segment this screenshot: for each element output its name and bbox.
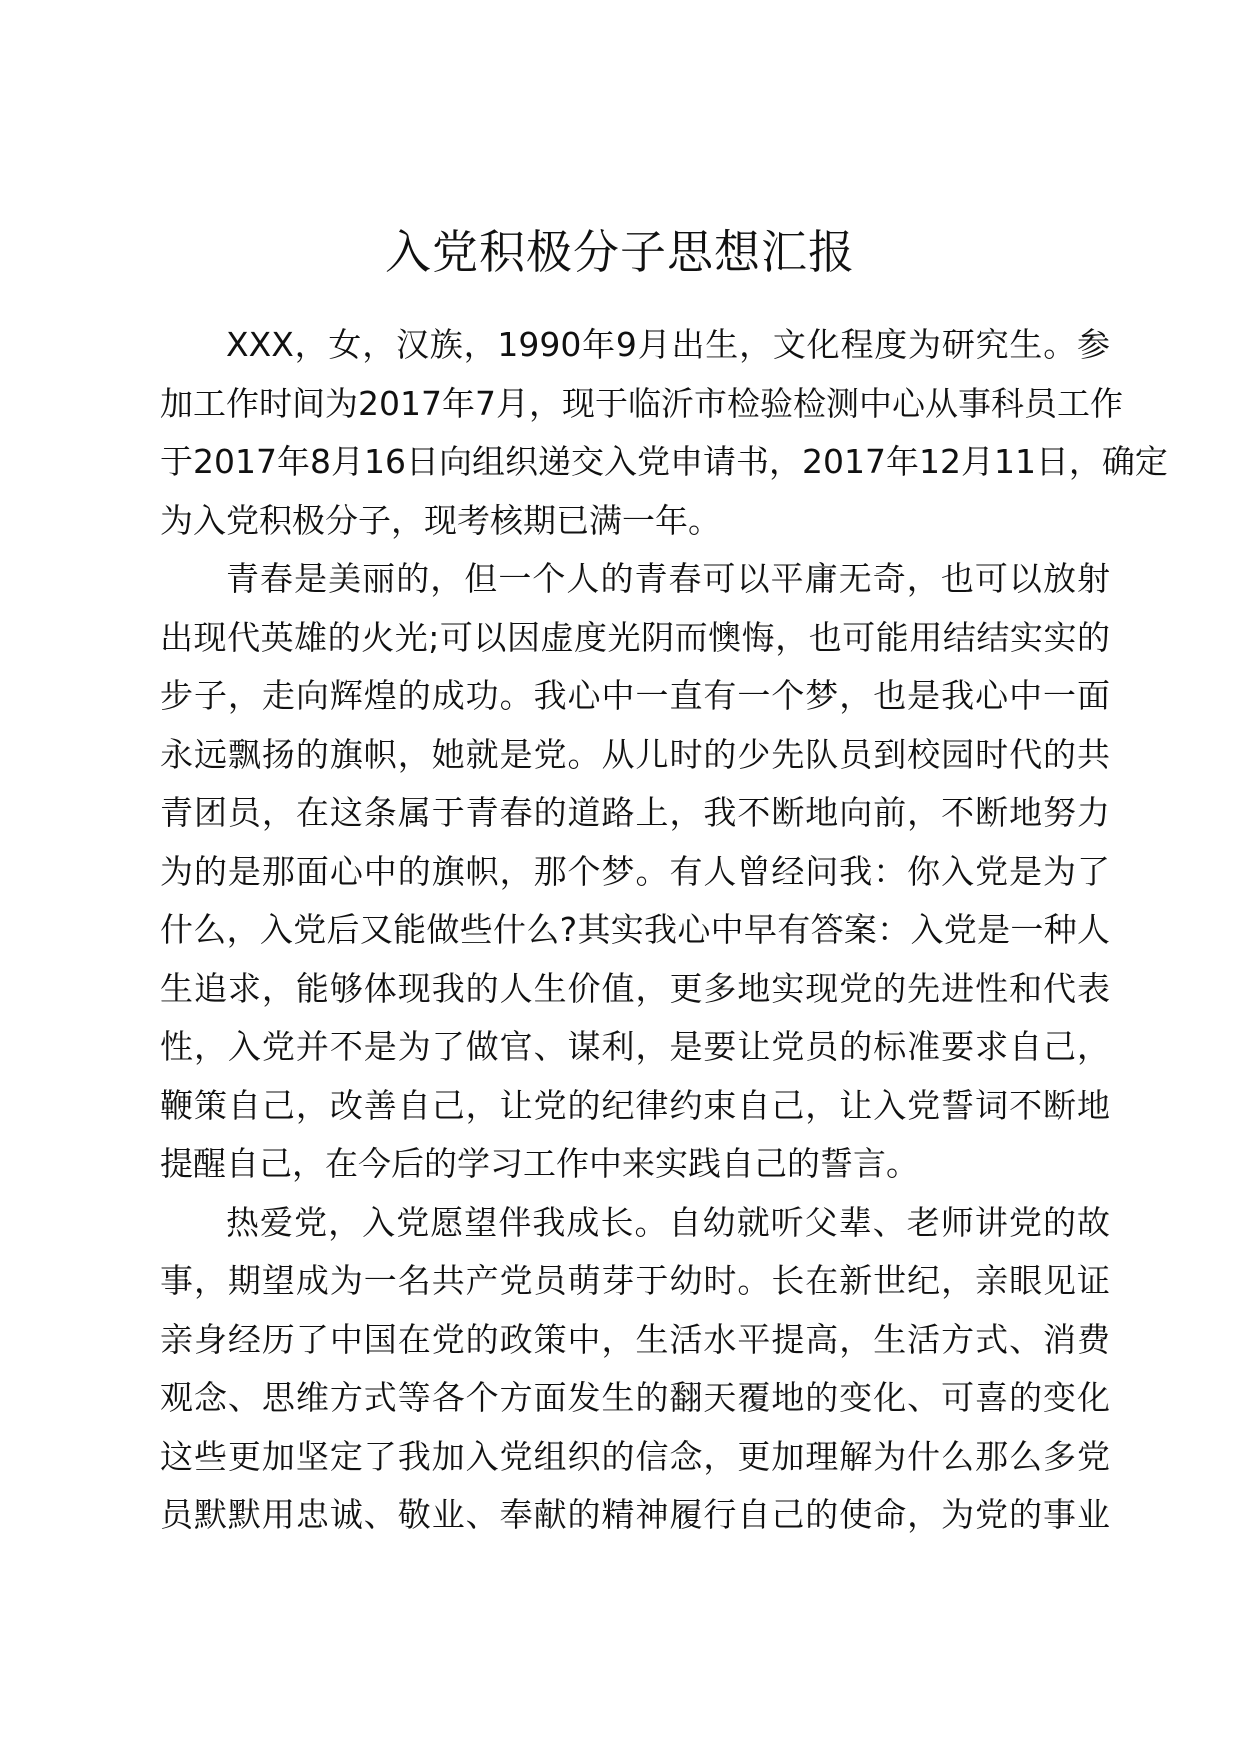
paragraph-3-line-3: 亲身经历了中国在党的政策中，生活水平提高，生活方式、消费: [160, 1319, 1110, 1359]
paragraph-2-line-5: 青团员，在这条属于青春的道路上，我不断地向前，不断地努力: [160, 793, 1110, 832]
paragraph-2-line-10: 鞭策自己，改善自己，让党的纪律约束自己，让入党誓词不断地: [160, 1085, 1110, 1125]
paragraph-2-line-3: 步子，走向辉煌的成功。我心中一直有一个梦，也是我心中一面: [160, 676, 1110, 715]
paragraph-2-line-1: 青春是美丽的，但一个人的青春可以平庸无奇，也可以放射: [226, 559, 1110, 598]
paragraph-2-line-9: 性，入党并不是为了做官、谋利，是要让党员的标准要求自己，: [160, 1027, 1110, 1066]
paragraph-3-line-1: 热爱党，入党愿望伴我成长。自幼就听父辈、老师讲党的故: [226, 1202, 1110, 1242]
paragraph-3-line-6: 员默默用忠诚、敬业、奉献的精神履行自己的使命，为党的事业: [160, 1495, 1110, 1534]
paragraph-1-line-1: XXX，女，汉族，1990年9月出生，文化程度为研究生。参: [226, 325, 1110, 364]
paragraph-2-line-11: 提醒自己，在今后的学习工作中来实践自己的誓言。: [160, 1144, 919, 1183]
paragraph-1-line-3: 于2017年8月16日向组织递交入党申请书，2017年12月11日，确定: [160, 442, 1168, 481]
paragraph-3-line-5: 这些更加坚定了我加入党组织的信念，更加理解为什么那么多党: [160, 1436, 1110, 1476]
paragraph-1-line-2: 加工作时间为2017年7月，现于临沂市检验检测中心从事科员工作: [160, 383, 1123, 423]
paragraph-1-line-4: 为入党积极分子，现考核期已满一年。: [160, 500, 721, 540]
paragraph-3-line-2: 事，期望成为一名共产党员萌芽于幼时。长在新世纪，亲眼见证: [160, 1261, 1110, 1300]
paragraph-2-line-8: 生追求，能够体现我的人生价值，更多地实现党的先进性和代表: [160, 968, 1110, 1008]
document-title: 入党积极分子思想汇报: [385, 225, 855, 279]
paragraph-2-line-7: 什么，入党后又能做些什么?其实我心中早有答案：入党是一种人: [160, 910, 1110, 949]
paragraph-2-line-6: 为的是那面心中的旗帜，那个梦。有人曾经问我：你入党是为了: [160, 851, 1110, 891]
document-body: [160, 316, 1168, 1545]
paragraph-3-line-4: 观念、思维方式等各个方面发生的翻天覆地的变化、可喜的变化: [160, 1378, 1110, 1417]
paragraph-2-line-2: 出现代英雄的火光;可以因虚度光阴而懊悔，也可能用结结实实的: [160, 617, 1110, 657]
paragraph-2-line-4: 永远飘扬的旗帜，她就是党。从儿时的少先队员到校园时代的共: [160, 734, 1110, 774]
